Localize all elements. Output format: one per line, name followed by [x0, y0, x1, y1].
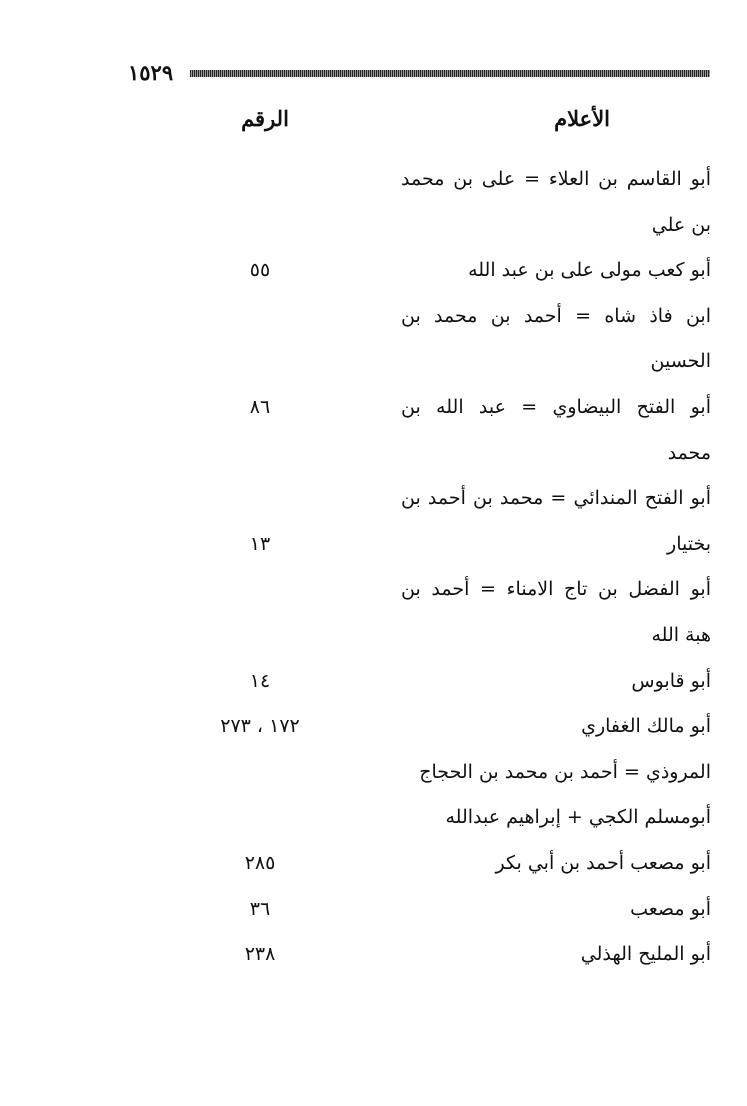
- entry-name: أبو القاسم بن العلاء = على بن محمد: [401, 168, 711, 190]
- entry-name: المروذي = أحمد بن محمد بن الحجاج: [419, 760, 711, 783]
- list-item: [0, 615, 747, 661]
- entry-name: أبو الفتح المندائي = محمد بن أحمد بن: [401, 487, 711, 510]
- header-rule: [190, 70, 710, 77]
- entry-reference-number: ٣٦: [249, 897, 271, 920]
- entry-name: هبة الله: [651, 623, 711, 646]
- list-item: [0, 524, 747, 570]
- entry-reference-number: ١٤: [249, 669, 271, 692]
- list-item: [0, 296, 747, 342]
- entry-name: أبو مالك الغفاري: [581, 715, 711, 738]
- entry-reference-number: ٢٨٥: [244, 851, 276, 874]
- entry-name: أبو الفتح البيضاوي = عبد الله بن: [401, 395, 711, 418]
- entry-name: أبومسلم الكجي + إبراهيم عبدالله: [445, 806, 711, 829]
- entry-name: محمد: [667, 441, 711, 464]
- list-item: [0, 797, 747, 843]
- list-item: [0, 250, 747, 296]
- list-item: [0, 341, 747, 387]
- list-item: [0, 478, 747, 524]
- entry-reference-number: ٢٣٨: [244, 943, 276, 966]
- list-item: [0, 661, 747, 707]
- list-item: [0, 889, 747, 935]
- entry-reference-number: ٥٥: [249, 259, 271, 282]
- entry-name: أبو مصعب أحمد بن أبي بكر: [495, 851, 711, 874]
- entry-name: أبو الفضل بن تاج الامناء = أحمد بن: [401, 578, 711, 601]
- entry-reference-number: ٨٦: [249, 395, 271, 418]
- list-item: [0, 706, 747, 752]
- entry-name: بن علي: [651, 213, 711, 236]
- page-number: ١٥٢٩: [128, 60, 174, 85]
- entry-list: [0, 159, 747, 980]
- entry-reference-number: ١٧٢ ، ٢٧٣: [220, 715, 300, 738]
- number-column-heading: الرقم: [241, 106, 289, 131]
- entry-name: أبو المليح الهذلي: [580, 943, 711, 966]
- list-item: [0, 752, 747, 798]
- list-item: [0, 159, 747, 205]
- list-item: [0, 843, 747, 889]
- entry-name: الحسين: [650, 350, 711, 373]
- entry-name: أبو مصعب: [630, 897, 711, 920]
- list-item: [0, 433, 747, 479]
- list-item: [0, 205, 747, 251]
- list-item: [0, 387, 747, 433]
- entry-name: بختيار: [667, 532, 711, 555]
- column-headers: [0, 106, 747, 142]
- entry-name: ابن فاذ شاه = أحمد بن محمد بن: [401, 304, 711, 327]
- list-item: [0, 934, 747, 980]
- entry-name: أبو كعب مولى على بن عبد الله: [468, 259, 711, 282]
- entry-name: أبو قابوس: [631, 669, 711, 692]
- list-item: [0, 569, 747, 615]
- names-column-heading: الأعلام: [554, 106, 610, 131]
- entry-reference-number: ١٣: [249, 532, 271, 555]
